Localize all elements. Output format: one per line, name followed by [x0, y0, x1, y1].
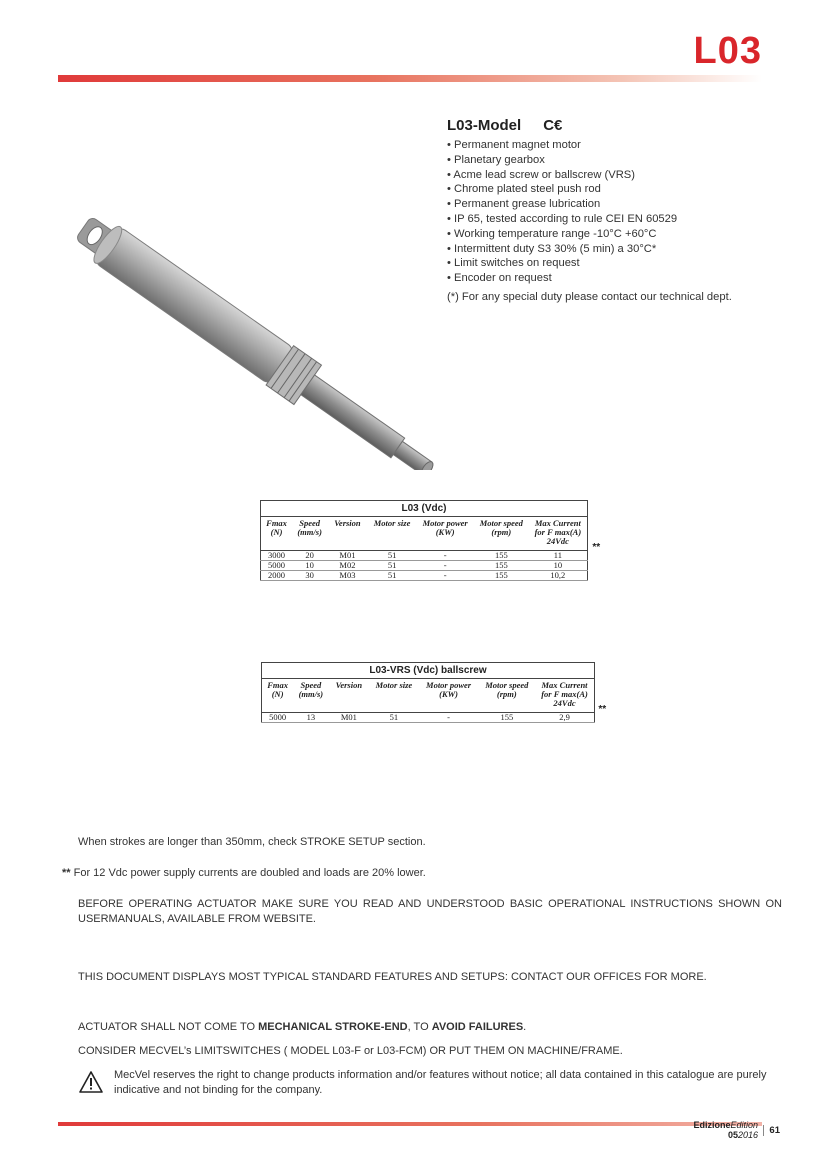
feature-item: • Chrome plated steel push rod: [447, 182, 777, 197]
column-header: Speed (mm/s): [292, 517, 327, 551]
feature-item: • Encoder on request: [447, 271, 777, 286]
table-title: L03 (Vdc): [261, 501, 588, 517]
column-header: Version: [328, 679, 369, 713]
column-header: Motor power (KW): [419, 679, 479, 713]
table-cell: 5000: [262, 713, 294, 723]
column-header: Motor speed (rpm): [479, 679, 535, 713]
spec-table-l03-vrs: [261, 662, 595, 723]
column-header: Version: [327, 517, 368, 551]
table-cell: 20: [292, 551, 327, 561]
model-heading: [447, 117, 777, 134]
header-bar: [58, 75, 762, 82]
page-number: 61: [763, 1125, 780, 1136]
footer-bar: [58, 1122, 762, 1126]
typical-features-note: THIS DOCUMENT DISPLAYS MOST TYPICAL STANDARD FEATURES AND SETUPS: CONTACT OUR OFFICES FOR MORE.: [78, 971, 707, 983]
table-cell: 51: [368, 571, 417, 581]
footer-edition: [693, 1120, 758, 1140]
warning-text: .: [523, 1021, 527, 1033]
feature-item: • Acme lead screw or ballscrew (VRS): [447, 168, 777, 183]
table-row: [261, 571, 588, 581]
table-cell: 51: [368, 561, 417, 571]
warning-emphasis: MECHANICAL STROKE-END: [258, 1021, 408, 1033]
feature-item: • Intermittent duty S3 30% (5 min) a 30°C*: [447, 242, 777, 257]
table-cell: M02: [327, 561, 368, 571]
table-cell: 51: [369, 713, 418, 723]
feature-list: [447, 138, 777, 286]
edition-year: 2016: [737, 1130, 758, 1140]
table-cell: M01: [327, 551, 368, 561]
feature-item: • Working temperature range -10°C +60°C: [447, 227, 777, 242]
column-header: Speed (mm/s): [293, 679, 328, 713]
feature-item: • Limit switches on request: [447, 256, 777, 271]
edition-label-it: Edizione: [693, 1120, 731, 1130]
table-row: [262, 713, 595, 723]
warning-text: , TO: [407, 1021, 432, 1033]
table-cell: -: [416, 561, 473, 571]
limitswitch-note: CONSIDER MECVEL’s LIMITSWITCHES ( MODEL L03-F or L03-FCM) OR PUT THEM ON MACHINE/FRAME.: [78, 1045, 623, 1057]
table-row: [261, 561, 588, 571]
table-cell: 11: [529, 551, 588, 561]
edition-month: 05: [727, 1130, 738, 1140]
warning-text: ACTUATOR SHALL NOT COME TO: [78, 1021, 259, 1033]
table2-footnote-mark: **: [598, 704, 606, 715]
table-header-row: [262, 679, 595, 713]
feature-item: • Planetary gearbox: [447, 153, 777, 168]
table-cell: M01: [328, 713, 369, 723]
feature-item: • Permanent magnet motor: [447, 138, 777, 153]
stroke-end-warning: [78, 1021, 526, 1033]
model-description: [447, 117, 777, 303]
table-cell: 3000: [261, 551, 293, 561]
table-cell: -: [416, 551, 473, 561]
page-code: L03: [693, 30, 762, 72]
table-header-row: [261, 517, 588, 551]
table-cell: 155: [474, 551, 529, 561]
table-cell: 13: [293, 713, 328, 723]
table-cell: 2000: [261, 571, 293, 581]
column-header: Motor size: [369, 679, 418, 713]
table-cell: -: [419, 713, 479, 723]
model-title: L03-Model: [447, 117, 522, 134]
table-cell: 51: [368, 551, 417, 561]
table-cell: 155: [474, 571, 529, 581]
operating-instructions-note: BEFORE OPERATING ACTUATOR MAKE SURE YOU READ AND UNDERSTOOD BASIC OPERATIONAL INSTRUCTIONS SHOWN ON USERMANUALS, AVAILABLE FROM WEBSITE.: [78, 898, 782, 925]
table-cell: 10: [292, 561, 327, 571]
edition-label-en: Edition: [730, 1120, 758, 1130]
table1-footnote-mark: **: [592, 542, 600, 553]
special-duty-note: (*) For any special duty please contact our technical dept.: [447, 290, 732, 303]
column-header: Motor power (KW): [416, 517, 473, 551]
table-cell: M03: [327, 571, 368, 581]
table-cell: 2,9: [535, 713, 594, 723]
column-header: Max Current for F max(A) 24Vdc: [535, 679, 594, 713]
disclaimer: MecVel reserves the right to change products information and/or features without notice; all data contained in this catalogue are purely indicative and not binding for the company.: [114, 1069, 767, 1096]
power-note: [62, 867, 426, 879]
table-row: [261, 551, 588, 561]
table-cell: 5000: [261, 561, 293, 571]
column-header: Motor size: [368, 517, 417, 551]
table-cell: 155: [479, 713, 535, 723]
actuator-illustration: [60, 200, 470, 470]
column-header: Max Current for F max(A) 24Vdc: [529, 517, 588, 551]
feature-item: • IP 65, tested according to rule CEI EN 60529: [447, 212, 777, 227]
table-cell: 10: [529, 561, 588, 571]
table-title: L03-VRS (Vdc) ballscrew: [262, 663, 595, 679]
column-header: Fmax (N): [261, 517, 293, 551]
table-cell: 10,2: [529, 571, 588, 581]
ce-mark: C€: [543, 117, 563, 134]
table-cell: -: [416, 571, 473, 581]
warning-emphasis: AVOID FAILURES: [431, 1021, 524, 1033]
stroke-note: When strokes are longer than 350mm, check STROKE SETUP section.: [78, 836, 426, 848]
power-note-text: For 12 Vdc power supply currents are doubled and loads are 20% lower.: [73, 867, 426, 879]
feature-item: • Permanent grease lubrication: [447, 197, 777, 212]
warning-icon: [78, 1070, 104, 1094]
power-note-mark: **: [62, 867, 71, 879]
column-header: Fmax (N): [262, 679, 294, 713]
column-header: Motor speed (rpm): [474, 517, 529, 551]
table-cell: 155: [474, 561, 529, 571]
table-cell: 30: [292, 571, 327, 581]
spec-table-l03: [260, 500, 588, 581]
